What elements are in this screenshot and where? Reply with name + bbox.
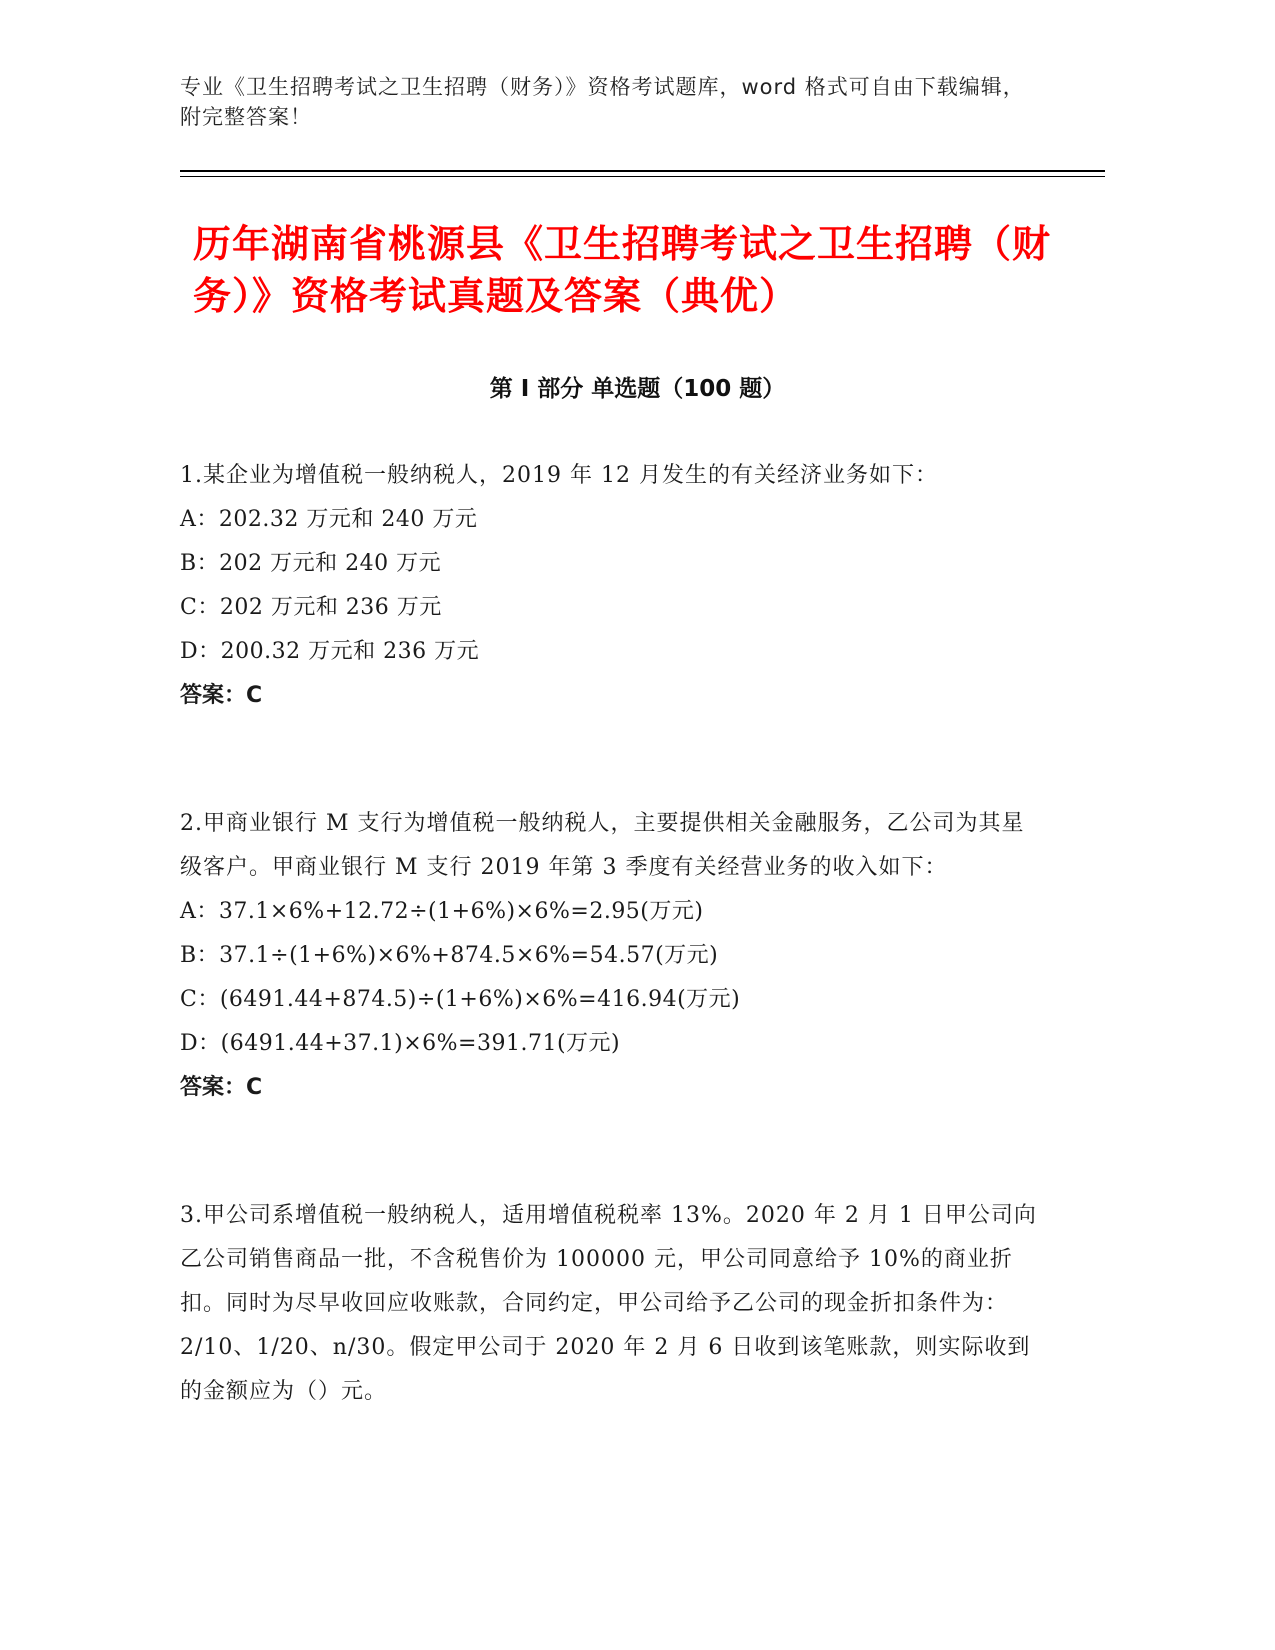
answer: 答案：C	[180, 1075, 263, 1100]
question-3	[180, 1194, 1040, 1414]
option-b: B：202 万元和 240 万元	[180, 551, 442, 576]
option-c: C：202 万元和 236 万元	[180, 595, 442, 620]
question-1	[180, 454, 1040, 718]
question-stem: 2.甲商业银行 M 支行为增值税一般纳税人，主要提供相关金融服务，乙公司为其星级客户。甲商业银行 M 支行 2019 年第 3 季度有关经营业务的收入如下：	[180, 811, 1025, 880]
option-a: A：202.32 万元和 240 万元	[180, 507, 478, 532]
question-stem: 3.甲公司系增值税一般纳税人，适用增值税税率 13%。2020 年 2 月 1 日甲公司向乙公司销售商品一批，不含税售价为 100000 元，甲公司同意给予 10%的商业折扣。同时为尽早收回应收账款，合同约定，甲公司给予乙公司的现金折扣条件为：2/10、1/20、n/30。假定甲公司于 2020 年 2 月 6 日收到该笔账款，则实际收到的金额应为（）元。	[180, 1203, 1037, 1404]
answer: 答案：C	[180, 683, 263, 708]
section-title: 第 I 部分 单选题（100 题）	[489, 376, 786, 402]
document-title: 历年湖南省桃源县《卫生招聘考试之卫生招聘（财务）》资格考试真题及答案（典优）	[193, 222, 1052, 318]
question-stem: 1.某企业为增值税一般纳税人，2019 年 12 月发生的有关经济业务如下：	[180, 463, 938, 488]
option-d: D：200.32 万元和 236 万元	[180, 639, 480, 664]
option-d: D：(6491.44+37.1)×6%=391.71(万元)	[180, 1031, 621, 1056]
option-a: A：37.1×6%+12.72÷(1+6%)×6%=2.95(万元)	[180, 899, 704, 924]
option-b: B：37.1÷(1+6%)×6%+874.5×6%=54.57(万元)	[180, 943, 719, 968]
header-rule-thin	[180, 176, 1105, 177]
option-c: C：(6491.44+874.5)÷(1+6%)×6%=416.94(万元)	[180, 987, 741, 1012]
header-rule-thick	[180, 170, 1105, 172]
header-note: 专业《卫生招聘考试之卫生招聘（财务）》资格考试题库，word 格式可自由下载编辑，附完整答案！	[180, 75, 1025, 129]
question-2	[180, 802, 1040, 1110]
